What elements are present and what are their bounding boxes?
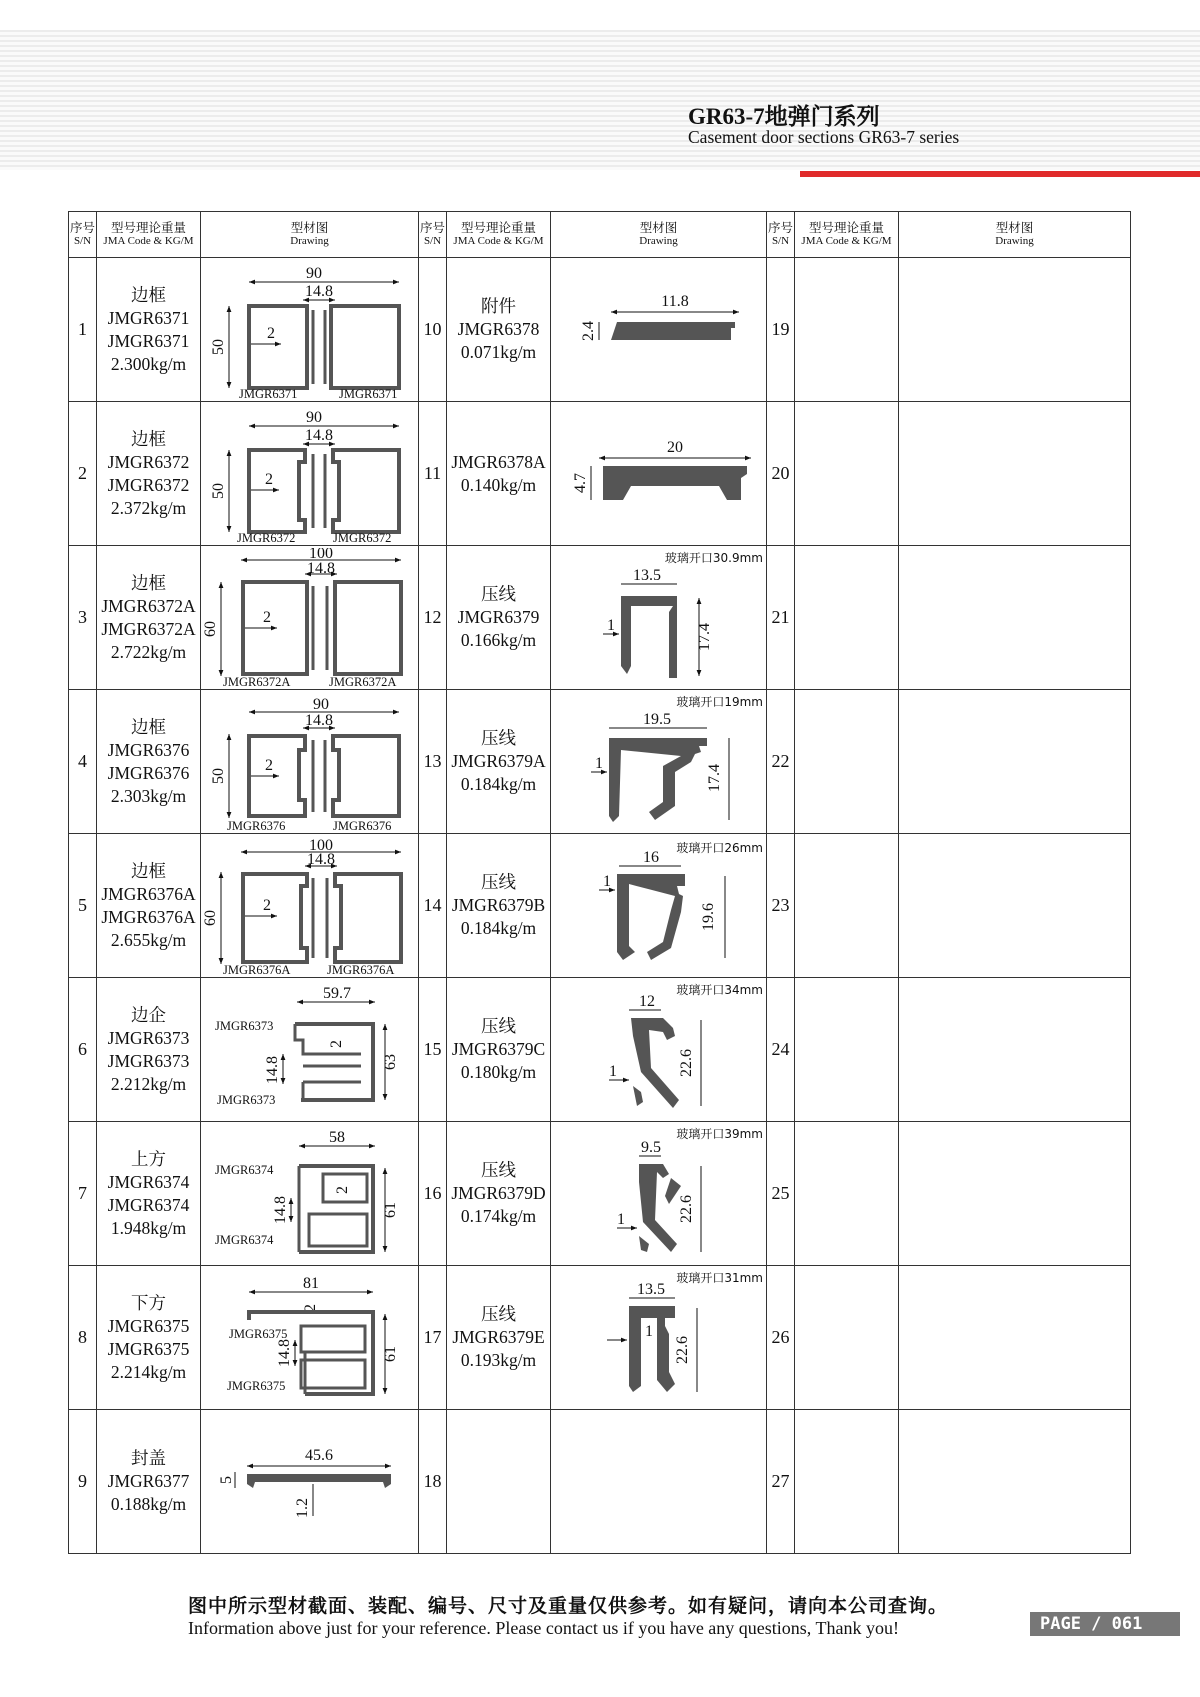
drawing-cell xyxy=(201,258,419,402)
part-label-top: JMGR6375 xyxy=(229,1326,288,1341)
table-row xyxy=(69,402,1131,546)
profile-drawing xyxy=(201,1124,417,1264)
code-cell: 附件 JMGR6378 0.071kg/m xyxy=(447,258,551,402)
dim-height: 61 xyxy=(382,1345,399,1362)
table-row xyxy=(69,258,1131,402)
drawing-cell xyxy=(899,1410,1131,1554)
code-cell xyxy=(795,546,899,690)
dim-mid: 14.8 xyxy=(276,1338,293,1367)
dim-height: 2.4 xyxy=(580,320,597,341)
part-label-bottom: JMGR6375 xyxy=(227,1378,286,1393)
col-drawing: 型材图 Drawing xyxy=(201,212,419,258)
glass-opening-note: 玻璃开口30.9mm xyxy=(664,550,763,565)
part-label: JMGR6376A xyxy=(327,962,395,976)
drawing-cell xyxy=(201,1122,419,1266)
drawing-cell xyxy=(899,834,1131,978)
dim-width: 13.5 xyxy=(637,1280,665,1298)
drawing-cell xyxy=(551,1410,767,1554)
profile-drawing xyxy=(551,836,765,976)
dim-mid: 14.8 xyxy=(305,711,333,729)
dim-width: 90 xyxy=(306,408,322,426)
glass-opening-note: 玻璃开口34mm xyxy=(676,982,763,997)
dim-thickness: 1 xyxy=(607,616,615,634)
profile-drawing xyxy=(201,548,417,688)
dim-height: 50 xyxy=(210,482,227,499)
profile-drawing xyxy=(551,692,765,832)
dim-thickness: 2 xyxy=(265,470,273,488)
part-label: JMGR6372A xyxy=(223,674,291,688)
sn-cell: 17 xyxy=(419,1266,447,1410)
sn-cell: 13 xyxy=(419,690,447,834)
code-cell: 下方 JMGR6375 JMGR6375 2.214kg/m xyxy=(97,1266,201,1410)
code-cell xyxy=(795,1410,899,1554)
dim-thickness: 1 xyxy=(609,1062,617,1080)
dim-height: 22.6 xyxy=(674,1335,691,1364)
part-label-top: JMGR6374 xyxy=(215,1162,274,1177)
dim-thickness: 2 xyxy=(263,896,271,914)
glass-opening-note: 玻璃开口31mm xyxy=(676,1270,763,1285)
code-cell: 压线 JMGR6379D 0.174kg/m xyxy=(447,1122,551,1266)
table-row xyxy=(69,1410,1131,1554)
dim-thickness: 2 xyxy=(302,1303,319,1312)
drawing-cell xyxy=(551,546,767,690)
dim-height: 5 xyxy=(218,1475,235,1484)
code-cell: 压线 JMGR6379 0.166kg/m xyxy=(447,546,551,690)
dim-height: 22.6 xyxy=(678,1194,695,1223)
drawing-cell xyxy=(899,402,1131,546)
sn-cell: 6 xyxy=(69,978,97,1122)
profile-drawing xyxy=(201,404,417,544)
profile-drawing xyxy=(201,1268,417,1408)
profile-drawing xyxy=(201,980,417,1120)
sn-cell: 25 xyxy=(767,1122,795,1266)
drawing-cell xyxy=(551,1266,767,1410)
drawing-cell xyxy=(201,546,419,690)
code-cell xyxy=(795,402,899,546)
col-sn: 序号 S/N xyxy=(69,212,97,258)
code-cell: 压线 JMGR6379A 0.184kg/m xyxy=(447,690,551,834)
dim-mid: 14.8 xyxy=(305,426,333,444)
profile-drawing xyxy=(201,1412,417,1552)
dim-mid: 14.8 xyxy=(264,1055,281,1084)
dim-thickness: 2 xyxy=(334,1185,351,1194)
sn-cell: 4 xyxy=(69,690,97,834)
page-title: GR63-7地弹门系列 xyxy=(688,104,880,129)
sn-cell: 11 xyxy=(419,402,447,546)
sn-cell: 21 xyxy=(767,546,795,690)
glass-opening-note: 玻璃开口39mm xyxy=(676,1126,763,1141)
dim-width: 16 xyxy=(643,848,659,866)
part-label: JMGR6371 xyxy=(239,386,298,400)
dim-height: 22.6 xyxy=(678,1048,695,1077)
dim-height: 4.7 xyxy=(572,472,589,493)
col-sn: 序号 S/N xyxy=(419,212,447,258)
part-label: JMGR6376 xyxy=(333,818,392,832)
sn-cell: 26 xyxy=(767,1266,795,1410)
sn-cell: 7 xyxy=(69,1122,97,1266)
sn-cell: 3 xyxy=(69,546,97,690)
dim-thickness: 2 xyxy=(263,608,271,626)
dim-width: 11.8 xyxy=(661,292,689,310)
part-label: JMGR6371 xyxy=(339,386,398,400)
drawing-cell xyxy=(899,1122,1131,1266)
header-red-line xyxy=(800,171,1200,177)
dim-height: 50 xyxy=(210,338,227,355)
sn-cell: 23 xyxy=(767,834,795,978)
drawing-cell xyxy=(201,1266,419,1410)
table-row xyxy=(69,978,1131,1122)
dim-height: 61 xyxy=(382,1201,399,1218)
dim-thickness: 1 xyxy=(595,754,603,772)
part-label: JMGR6372 xyxy=(333,530,392,544)
table-row xyxy=(69,690,1131,834)
profile-drawing xyxy=(551,548,765,688)
drawing-cell xyxy=(551,1122,767,1266)
col-code: 型号理论重量 JMA Code & KG/M xyxy=(447,212,551,258)
sn-cell: 24 xyxy=(767,978,795,1122)
code-cell: JMGR6378A 0.140kg/m xyxy=(447,402,551,546)
code-cell: 边框 JMGR6372A JMGR6372A 2.722kg/m xyxy=(97,546,201,690)
dim-height: 60 xyxy=(202,620,219,637)
dim-width: 9.5 xyxy=(641,1138,661,1156)
dim-width: 90 xyxy=(306,264,322,282)
code-cell: 边框 JMGR6371 JMGR6371 2.300kg/m xyxy=(97,258,201,402)
dim-thickness: 1 xyxy=(617,1210,625,1228)
drawing-cell xyxy=(201,1410,419,1554)
glass-opening-note: 玻璃开口19mm xyxy=(676,694,763,709)
table-row xyxy=(69,834,1131,978)
sn-cell: 22 xyxy=(767,690,795,834)
sn-cell: 10 xyxy=(419,258,447,402)
table-row xyxy=(69,1266,1131,1410)
table-row xyxy=(69,546,1131,690)
drawing-cell xyxy=(899,978,1131,1122)
col-drawing: 型材图 Drawing xyxy=(899,212,1131,258)
footer-note-en: Information above just for your reference. Please contact us if you have any questions, Thank you! xyxy=(188,1618,899,1638)
col-drawing: 型材图 Drawing xyxy=(551,212,767,258)
profile-drawing xyxy=(551,404,765,544)
drawing-cell xyxy=(551,402,767,546)
page-number-badge: PAGE / 061 xyxy=(1030,1612,1180,1636)
dim-width: 19.5 xyxy=(643,710,671,728)
drawing-cell xyxy=(899,258,1131,402)
part-label-top: JMGR6373 xyxy=(215,1018,274,1033)
drawing-cell xyxy=(201,402,419,546)
code-cell xyxy=(447,1410,551,1554)
drawing-cell xyxy=(551,978,767,1122)
code-cell: 压线 JMGR6379B 0.184kg/m xyxy=(447,834,551,978)
dim-width: 100 xyxy=(309,836,333,854)
dim-height: 19.6 xyxy=(700,902,717,931)
sn-cell: 16 xyxy=(419,1122,447,1266)
code-cell: 边框 JMGR6372 JMGR6372 2.372kg/m xyxy=(97,402,201,546)
dim-width: 12 xyxy=(639,992,655,1010)
sn-cell: 2 xyxy=(69,402,97,546)
sn-cell: 1 xyxy=(69,258,97,402)
dim-height: 17.4 xyxy=(696,622,713,651)
sn-cell: 27 xyxy=(767,1410,795,1554)
sn-cell: 12 xyxy=(419,546,447,690)
part-label: JMGR6376A xyxy=(223,962,291,976)
dim-width: 90 xyxy=(313,695,329,713)
table-header-row xyxy=(69,212,1131,258)
sn-cell: 9 xyxy=(69,1410,97,1554)
code-cell: 上方 JMGR6374 JMGR6374 1.948kg/m xyxy=(97,1122,201,1266)
dim-width: 81 xyxy=(303,1274,319,1292)
profile-drawing xyxy=(551,980,765,1120)
profile-drawing xyxy=(551,260,765,400)
sn-cell: 19 xyxy=(767,258,795,402)
table-row xyxy=(69,1122,1131,1266)
dim-height: 60 xyxy=(202,909,219,926)
dim-mid: 14.8 xyxy=(307,850,335,868)
profile-drawing xyxy=(201,836,417,976)
profile-drawing xyxy=(201,260,417,400)
part-label: JMGR6372 xyxy=(237,530,296,544)
drawing-cell xyxy=(551,690,767,834)
part-label-bottom: JMGR6374 xyxy=(215,1232,274,1247)
profile-drawing xyxy=(551,1124,765,1264)
code-cell xyxy=(795,834,899,978)
dim-thickness: 2 xyxy=(265,756,273,774)
dim-width: 13.5 xyxy=(633,566,661,584)
dim-thickness: 1 xyxy=(645,1322,653,1340)
dim-width: 59.7 xyxy=(323,984,351,1002)
dim-width: 20 xyxy=(667,438,683,456)
sn-cell: 8 xyxy=(69,1266,97,1410)
col-code: 型号理论重量 JMA Code & KG/M xyxy=(97,212,201,258)
dim-width: 100 xyxy=(309,547,333,562)
header-stripes xyxy=(0,30,1200,170)
sn-cell: 20 xyxy=(767,402,795,546)
code-cell: 边框 JMGR6376 JMGR6376 2.303kg/m xyxy=(97,690,201,834)
dim-height: 63 xyxy=(382,1053,399,1070)
code-cell xyxy=(795,1122,899,1266)
glass-opening-note: 玻璃开口26mm xyxy=(676,840,763,855)
sn-cell: 15 xyxy=(419,978,447,1122)
dim-width: 45.6 xyxy=(305,1446,333,1464)
drawing-cell xyxy=(201,690,419,834)
drawing-cell xyxy=(899,546,1131,690)
profile-drawing xyxy=(551,1268,765,1408)
sn-cell: 14 xyxy=(419,834,447,978)
dim-thickness: 1.2 xyxy=(294,1497,311,1518)
dim-thickness: 1 xyxy=(603,872,611,890)
code-cell: 压线 JMGR6379E 0.193kg/m xyxy=(447,1266,551,1410)
drawing-cell xyxy=(551,834,767,978)
dim-height: 17.4 xyxy=(706,763,723,792)
drawing-cell xyxy=(201,834,419,978)
part-label: JMGR6372A xyxy=(329,674,397,688)
part-label-bottom: JMGR6373 xyxy=(217,1092,276,1107)
page-subtitle: Casement door sections GR63-7 series xyxy=(688,127,960,147)
code-cell xyxy=(795,690,899,834)
col-sn: 序号 S/N xyxy=(767,212,795,258)
col-code: 型号理论重量 JMA Code & KG/M xyxy=(795,212,899,258)
drawing-cell xyxy=(899,690,1131,834)
dim-height: 50 xyxy=(210,767,227,784)
profile-drawing xyxy=(201,692,417,832)
drawing-cell xyxy=(551,258,767,402)
code-cell: 边企 JMGR6373 JMGR6373 2.212kg/m xyxy=(97,978,201,1122)
dim-mid: 14.8 xyxy=(305,282,333,300)
code-cell: 压线 JMGR6379C 0.180kg/m xyxy=(447,978,551,1122)
footer-note-zh: 图中所示型材截面、装配、编号、尺寸及重量仅供参考。如有疑问，请向本公司查询。 xyxy=(188,1595,949,1617)
code-cell xyxy=(795,258,899,402)
sn-cell: 5 xyxy=(69,834,97,978)
dim-mid: 14.8 xyxy=(272,1195,289,1224)
code-cell xyxy=(795,978,899,1122)
dim-mid: 14.8 xyxy=(307,559,335,577)
sn-cell: 18 xyxy=(419,1410,447,1554)
drawing-cell xyxy=(899,1266,1131,1410)
dim-thickness: 2 xyxy=(267,324,275,342)
part-label: JMGR6376 xyxy=(227,818,286,832)
drawing-cell xyxy=(201,978,419,1122)
dim-width: 58 xyxy=(329,1128,345,1146)
profile-table xyxy=(68,211,1131,1554)
dim-thickness: 2 xyxy=(328,1039,345,1048)
code-cell: 边框 JMGR6376A JMGR6376A 2.655kg/m xyxy=(97,834,201,978)
code-cell: 封盖 JMGR6377 0.188kg/m xyxy=(97,1410,201,1554)
code-cell xyxy=(795,1266,899,1410)
